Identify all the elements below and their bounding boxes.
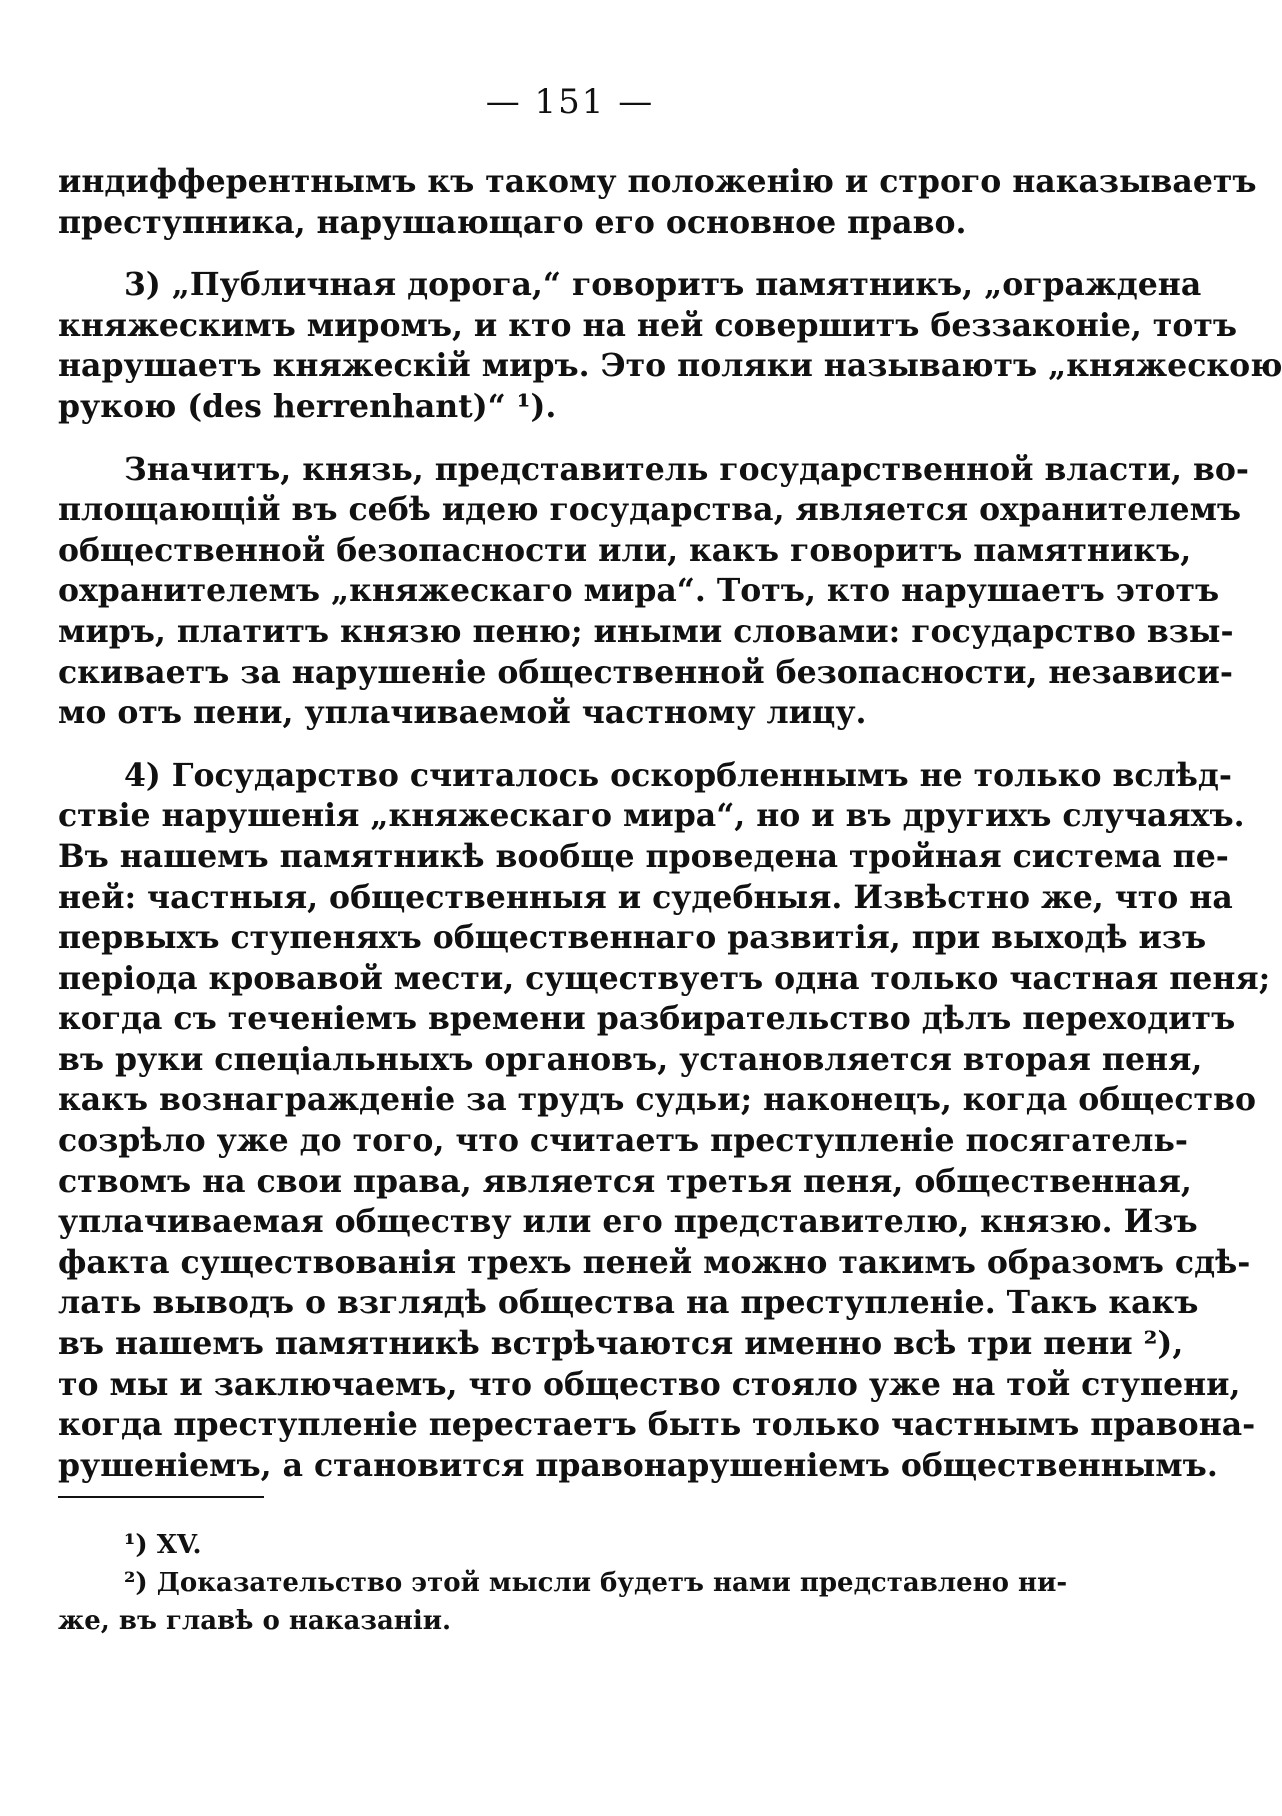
paragraph-3 bbox=[58, 265, 1282, 427]
text-line: Значитъ, князь, представитель государственной власти, во- bbox=[124, 450, 1249, 488]
text-line: періода кровавой мести, существуетъ одна только частная пеня; bbox=[58, 959, 1271, 997]
text-line: ней: частныя, общественныя и судебныя. Извѣстно же, что на bbox=[58, 878, 1233, 916]
text-line: индифферентнымъ къ такому положенію и строго наказываетъ bbox=[58, 163, 1257, 200]
text-line: княжескимъ миромъ, и кто на ней совершитъ беззаконіе, тотъ bbox=[58, 306, 1238, 344]
footnote-divider bbox=[58, 1496, 264, 1498]
text-line: 3) „Публичная дорога,“ говоритъ памятникъ, „ограждена bbox=[124, 266, 1202, 304]
text-line: то мы и заключаемъ, что общество стояло уже на той ступени, bbox=[58, 1365, 1241, 1403]
text-line: первыхъ ступеняхъ общественнаго развитія, при выходѣ изъ bbox=[58, 919, 1207, 957]
text-line: лать выводъ о взглядѣ общества на преступленіе. Такъ какъ bbox=[58, 1284, 1199, 1322]
text-line: уплачиваемая обществу или его представителю, князю. Изъ bbox=[58, 1203, 1198, 1241]
text-line: нарушаетъ княжескій миръ. Это поляки называютъ „княжескою bbox=[58, 347, 1282, 385]
footnote-2 bbox=[58, 1564, 1068, 1640]
text-line: рушеніемъ, а становится правонарушеніемъ общественнымъ. bbox=[58, 1446, 1218, 1484]
body-text bbox=[58, 162, 1282, 1486]
text-line: преступника, нарушающаго его основное право. bbox=[58, 203, 967, 241]
footnotes bbox=[58, 1526, 1068, 1640]
footnote-line: ²) Доказательство этой мысли будетъ нами представлено ни- bbox=[124, 1568, 1068, 1598]
footnote-1 bbox=[58, 1526, 1002, 1564]
page-number: — 151 — bbox=[485, 82, 655, 122]
text-line: какъ вознагражденіе за трудъ судьи; наконецъ, когда общество bbox=[58, 1081, 1256, 1119]
text-line: 4) Государство считалось оскорбленнымъ не только вслѣд- bbox=[124, 756, 1232, 794]
text-line: въ нашемъ памятникѣ встрѣчаются именно всѣ три пени ²), bbox=[58, 1325, 1184, 1363]
text-line: общественной безопасности или, какъ говоритъ памятникъ, bbox=[58, 531, 1192, 569]
text-line: созрѣло уже до того, что считаетъ преступленіе посягатель- bbox=[58, 1122, 1188, 1160]
text-line: Въ нашемъ памятникѣ вообще проведена тройная система пе- bbox=[58, 837, 1229, 875]
text-line: охранителемъ „княжескаго мира“. Тотъ, кто нарушаетъ этотъ bbox=[58, 572, 1220, 610]
text-line: когда съ теченіемъ времени разбирательство дѣлъ переходитъ bbox=[58, 1000, 1236, 1038]
text-line: мо отъ пени, уплачиваемой частному лицу. bbox=[58, 694, 867, 732]
text-line: факта существованія трехъ пеней можно такимъ образомъ сдѣ- bbox=[58, 1243, 1251, 1281]
text-line: миръ, платитъ князю пеню; иными словами: государство взы- bbox=[58, 612, 1234, 650]
text-line: когда преступленіе перестаетъ быть только частнымъ правона- bbox=[58, 1406, 1256, 1444]
text-line: скиваетъ за нарушеніе общественной безопасности, независи- bbox=[58, 653, 1233, 691]
footnote-line: ¹) XV. bbox=[124, 1530, 202, 1560]
text-line: ствомъ на свои права, является третья пеня, общественная, bbox=[58, 1162, 1192, 1200]
text-line: въ руки спеціальныхъ органовъ, установляется вторая пеня, bbox=[58, 1040, 1203, 1078]
text-line: рукою (des herrenhant)“ ¹). bbox=[58, 387, 557, 425]
text-line: ствіе нарушенія „княжескаго мира“, но и въ другихъ случаяхъ. bbox=[58, 797, 1245, 835]
footnote-line: же, въ главѣ о наказаніи. bbox=[58, 1606, 452, 1636]
paragraph-continuation bbox=[58, 162, 1257, 243]
paragraph-4 bbox=[58, 756, 1271, 1487]
paragraph-prince bbox=[58, 450, 1249, 734]
text-line: площающій въ себѣ идею государства, является охранителемъ bbox=[58, 491, 1242, 529]
